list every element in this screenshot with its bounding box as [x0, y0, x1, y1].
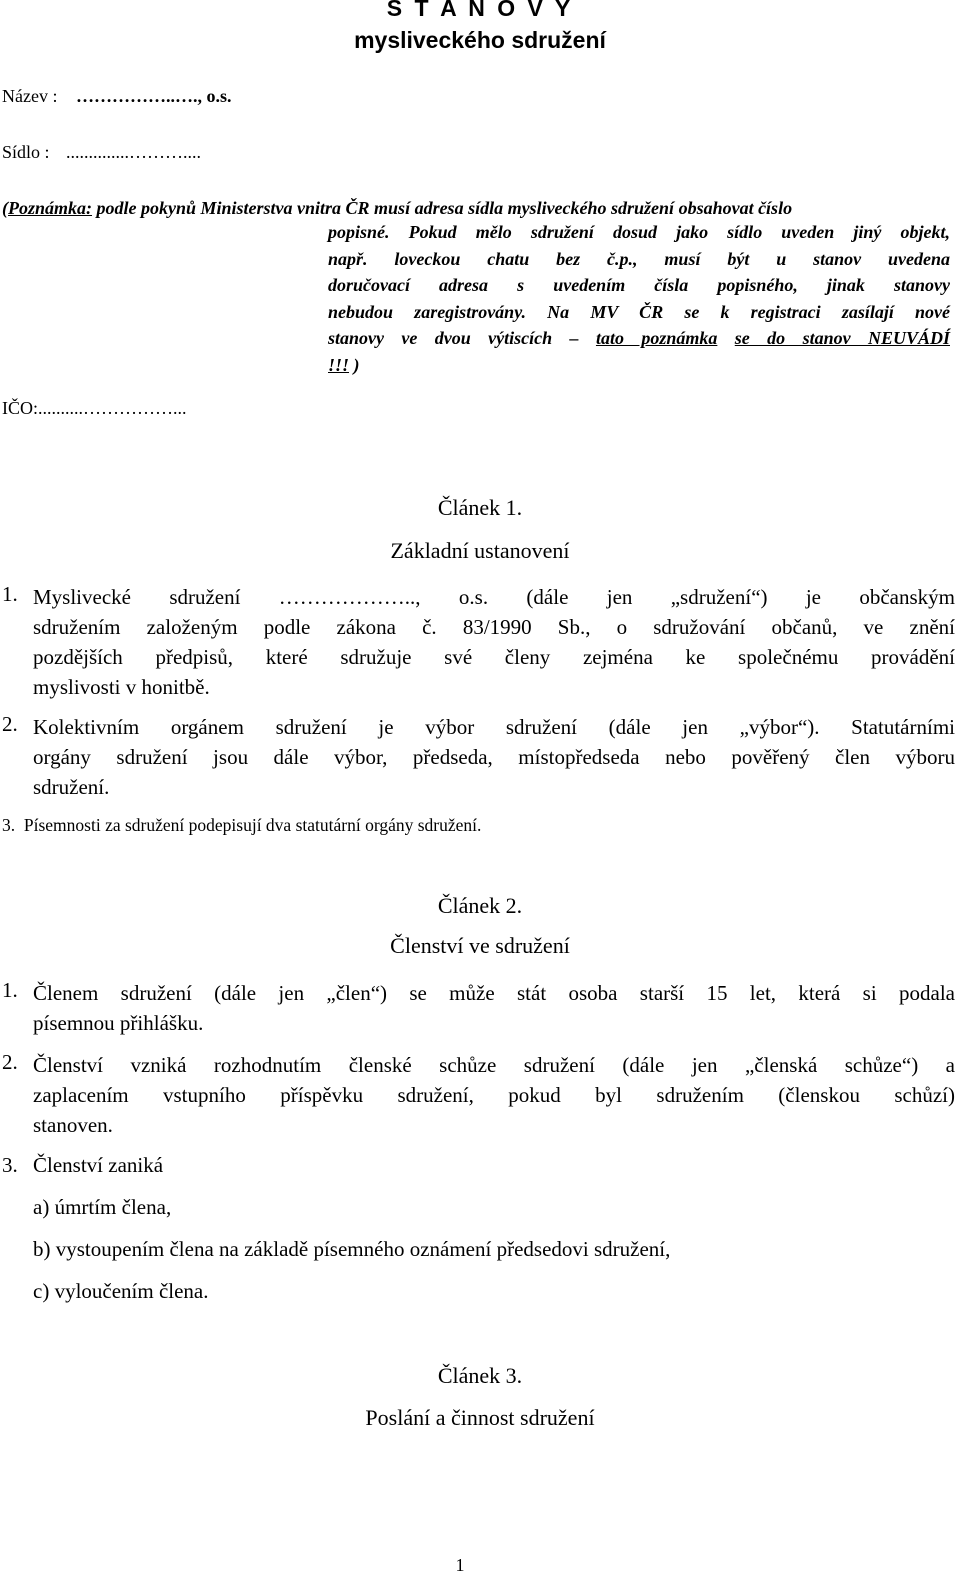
- article-3-heading: Článek 3.: [437, 1363, 523, 1388]
- note-label: Poznámka:: [8, 198, 93, 218]
- article-1-paragraph-1: Myslivecké sdružení ……………….., o.s. (dále jen „sdružení“) je občanským sdružením založeným podle zákona č. 83/1990 Sb., o sdružování občanů, ve znění pozdějších předpisů, které sdružuje své členy zejména ke společnému provádění myslivosti v honitbě.: [33, 585, 955, 699]
- note-line-4: doručovací adresa s uvedením čísla popisného, jinak stanovy: [328, 275, 950, 295]
- note-line-7: !!! ): [328, 354, 360, 375]
- name-label: Název :: [2, 86, 58, 106]
- article-1-subheading: Základní ustanovení: [390, 538, 570, 563]
- document-subtitle: mysliveckého sdružení: [354, 27, 606, 53]
- ico-label: IČO:: [2, 398, 38, 418]
- article-2-subheading: Členství ve sdružení: [390, 933, 570, 958]
- seat-value: ..............………....: [66, 142, 202, 162]
- article-3-subheading: Poslání a činnost sdružení: [365, 1405, 595, 1430]
- article-2-paragraph-2: Členství vzniká rozhodnutím členské schůze sdružení (dále jen „členská schůze“) a zaplacením vstupního příspěvku sdružení, pokud byl sdružením (členskou schůzí) stanoven.: [33, 1053, 955, 1137]
- note-line-2: popisné. Pokud mělo sdružení dosud jako sídlo uveden jiný objekt,: [328, 222, 950, 242]
- article-1-p1-number: 1.: [2, 582, 18, 606]
- seat-label: Sídlo :: [2, 142, 50, 162]
- article-1-paragraph-2: Kolektivním orgánem sdružení je výbor sdružení (dále jen „výbor“). Statutárními orgány sdružení jsou dále výbor, předseda, místopředseda nebo pověřený člen výboru sdružení.: [33, 715, 955, 799]
- list-item: b) vystoupením člena na základě písemného oznámení předsedovi sdružení,: [33, 1237, 671, 1261]
- page-number: 1: [455, 1555, 465, 1575]
- article-1-heading: Článek 1.: [437, 495, 523, 520]
- ico-field: [2, 398, 187, 419]
- list-item: c) vyloučením člena.: [33, 1279, 209, 1303]
- article-1-paragraph-3: 3. Písemnosti za sdružení podepisují dva statutární orgány sdružení.: [2, 815, 482, 835]
- article-2-p1-number: 1.: [2, 978, 18, 1002]
- document-title: S T A N O V Y: [386, 0, 574, 21]
- note-line-6: stanovy ve dvou výtiscích – tato poznámka se do stanov NEUVÁDÍ: [328, 328, 950, 348]
- list-item: a) úmrtím člena,: [33, 1195, 172, 1219]
- article-1-p2-number: 2.: [2, 712, 18, 736]
- name-value: ……………..…., o.s.: [75, 86, 232, 106]
- seat-field: [2, 142, 201, 163]
- article-2-paragraph-1: Členem sdružení (dále jen „člen“) se může stát osoba starší 15 let, která si podala písemnou přihlášku.: [33, 981, 955, 1035]
- note-open-paren: (: [2, 198, 8, 218]
- article-2-paragraph-3: Členství zaniká: [33, 1153, 164, 1177]
- ico-value: ..........……………...: [38, 398, 187, 418]
- article-2-p2-number: 2.: [2, 1050, 18, 1074]
- note-line-5: nebudou zaregistrovány. Na MV ČR se k registraci zasílají nové: [328, 301, 950, 322]
- note-line-3: např. loveckou chatu bez č.p., musí být u stanov uvedena: [328, 248, 950, 269]
- note-line-1: podle pokynů Ministerstva vnitra ČR musí adresa sídla mysliveckého sdružení obsahovat číslo: [92, 198, 793, 218]
- name-field: [2, 86, 231, 107]
- registration-note: [2, 198, 950, 378]
- article-2-p3-number: 3.: [2, 1153, 18, 1177]
- article-2-heading: Článek 2.: [437, 893, 523, 918]
